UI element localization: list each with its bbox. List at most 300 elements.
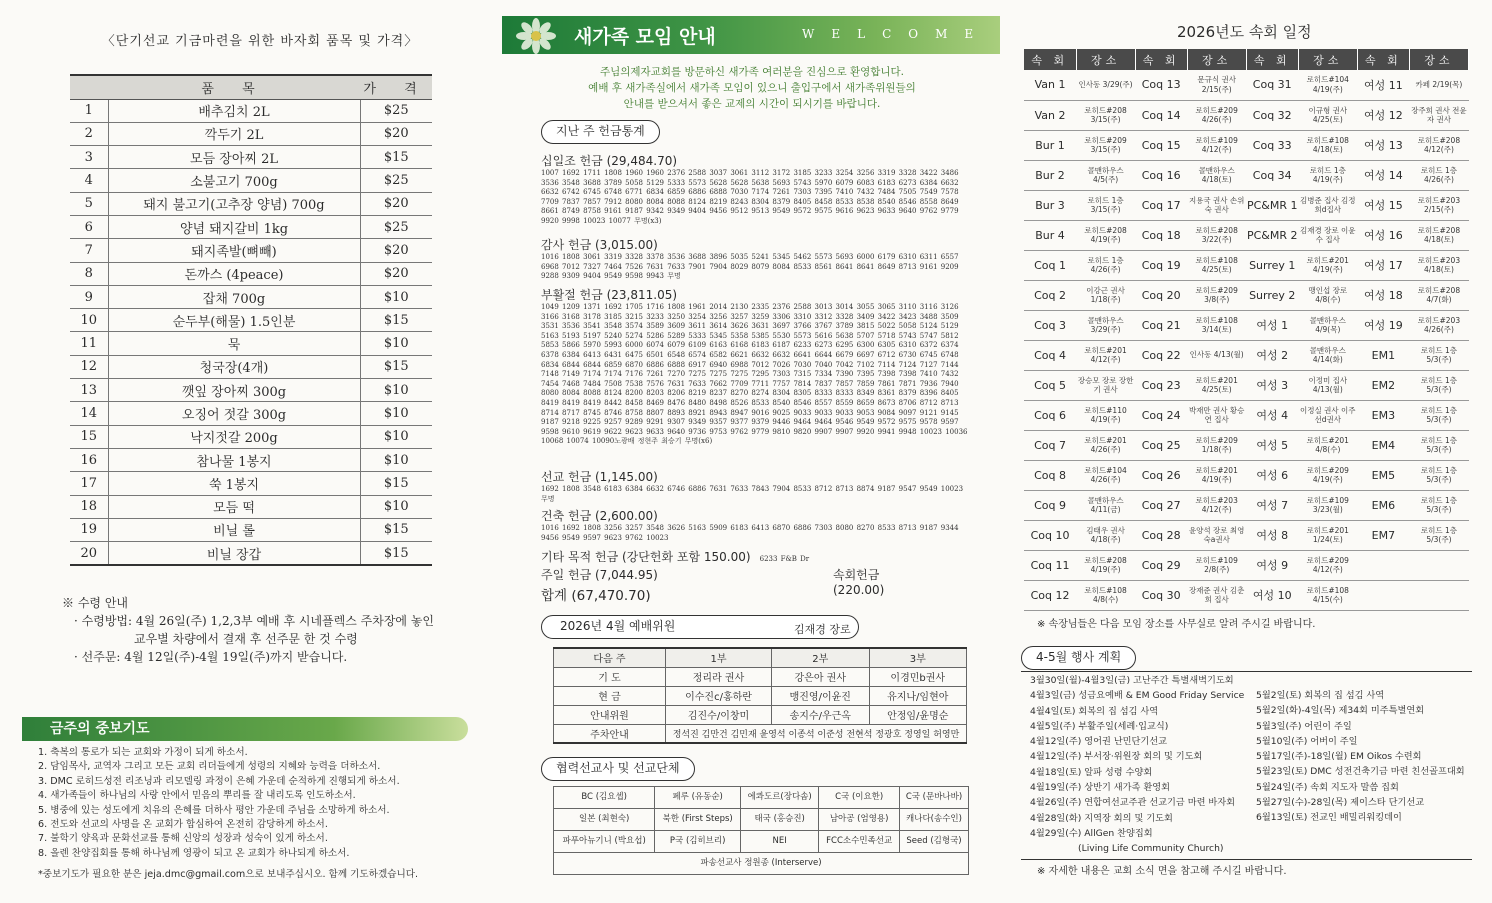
- bazaar-row: [70, 425, 432, 448]
- cell-group-name: Coq 18: [1135, 220, 1187, 250]
- cell-group-name: Coq 6: [1024, 400, 1076, 430]
- worship-rows: [554, 667, 967, 743]
- welcome-banner: [502, 16, 1000, 54]
- cell-group-name: Coq 21: [1135, 310, 1187, 340]
- missionary-row: [554, 809, 969, 831]
- other-block: [541, 546, 971, 565]
- bazaar-row: [70, 122, 432, 145]
- cell-group-name: 여성 9: [1246, 550, 1298, 580]
- pre-order-period: · 선주문: 4월 12일(주)-4월 19일(주)까지 받습니다.: [74, 650, 348, 664]
- cell-venue-date: 이규형 권사 4/25(토): [1298, 100, 1357, 130]
- cell-group-name: Coq 30: [1135, 580, 1187, 610]
- worship-row: [554, 667, 967, 686]
- item-number: 17: [70, 472, 108, 495]
- missionary-cell: 캐나다(송수인): [899, 809, 968, 831]
- bazaar-row: [70, 472, 432, 495]
- schedule-row: [1024, 400, 1469, 430]
- item-number: 15: [70, 425, 108, 448]
- cell-venue-date: 김병준 집사 김정희d집사: [1298, 190, 1357, 220]
- cell-group-name: Coq 31: [1246, 70, 1298, 100]
- cell-venue-date: 장재준 권사 김춘희 집사: [1187, 580, 1246, 610]
- cell-group-name: 여성 6: [1246, 460, 1298, 490]
- cell-venue-date: 로히드#209 4/12(주): [1298, 550, 1357, 580]
- bazaar-row: [70, 332, 432, 355]
- worship-header-cell: 1부: [666, 648, 772, 667]
- worship-header-cell: 2부: [772, 648, 869, 667]
- event-item: 5월24일(주) 속회 지도자 말씀 집회: [1256, 781, 1399, 793]
- cell-group-name: Coq 14: [1135, 100, 1187, 130]
- schedule-header-cell: 속 회: [1135, 49, 1187, 70]
- event-item: 4월3일(금) 성금요예배 & EM Good Friday Service: [1030, 690, 1245, 702]
- thanks-heading: 감사 헌금 (3,015.00): [541, 238, 658, 252]
- prayer-item: 5. 병중에 있는 성도에게 치유의 은혜를 더하사 평안 가운데 주님을 소망하게 하소서.: [38, 804, 390, 816]
- cell-group-name: EM1: [1357, 340, 1409, 370]
- event-item: 4월12일(주) 영어권 난민단기선교: [1030, 736, 1168, 748]
- cell-venue-date: 박재만 권사 황승연 집사: [1187, 400, 1246, 430]
- cell-group-name: Coq 28: [1135, 520, 1187, 550]
- event-item: 5월3일(주) 어린이 주일: [1256, 720, 1352, 732]
- cell-group-name: 여성 2: [1246, 340, 1298, 370]
- cell-venue-date: 윤양석 장로 최영숙a권사: [1187, 520, 1246, 550]
- schedule-row: [1024, 250, 1469, 280]
- item-number: 14: [70, 402, 108, 425]
- item-name: 돼지족발(뼈빼): [108, 239, 360, 262]
- schedule-row: [1024, 460, 1469, 490]
- building-block: [541, 507, 971, 543]
- item-name: 오징어 젓갈 300g: [108, 402, 360, 425]
- cell-venue-date: 로히드#208 4/12(주): [1409, 130, 1468, 160]
- schedule-header-cell: 속 회: [1357, 49, 1409, 70]
- schedule-row: [1024, 190, 1469, 220]
- cell-venue-date: 로히드#208 3/15(주): [1076, 100, 1135, 130]
- cell-venue-date: 로히드#201 1/24(토): [1298, 520, 1357, 550]
- event-item: 4월4일(토) 회복의 집 섬김 사역: [1030, 705, 1159, 717]
- schedule-row: [1024, 520, 1469, 550]
- missionary-cell: 파푸아뉴기니 (박요섭): [554, 831, 655, 853]
- cell-venue-date: 로히드#209 4/26(주): [1187, 100, 1246, 130]
- worship-person: 송지수/우근옥: [772, 705, 869, 724]
- schedule-row: [1024, 310, 1469, 340]
- schedule-header-cell: 장소: [1076, 49, 1135, 70]
- missionary-cell: Seed (김형국): [899, 831, 968, 853]
- item-number: 4: [70, 169, 108, 192]
- easter-numbers: 1049 1209 1371 1692 1705 1716 1808 1961 2014 2130 2335 2376 2588 3013 3014 3055 3065 3110 3116 3126 3166 3168 3178 3185 3215 3233 3250 3254 3256 3257 3259 3306 3310 3312 3328 3409 3422 3423 3488 3509 3531 3536 3541 3548 3574 3589 3609 3611 3614 3626 3631 3697 3766 3767 3789 3815 5022 5058 5124 5129 5163 5193 5197 5240 5274 5286 5289 5333 5345 5358 5385 5530 5573 5616 5638 5707 5718 5743 5747 5812 5853 5866 5970 5993 6000 6074 6079 6109 6163 6168 6183 6187 6233 6273 6295 6300 6305 6310 6372 6374 6378 6384 6413 6431 6475 6501 6548 6574 6582 6621 6632 6632 6641 6644 6679 6697 6712 6730 6745 6748 6834 6844 6844 6859 6870 6886 6888 6917 6940 6988 7012 7026 7030 7040 7042 7102 7114 7124 7127 7144 7148 7149 7174 7174 7176 7261 7270 7275 7275 7275 7295 7303 7315 7334 7390 7395 7398 7398 7410 7432 7454 7468 7484 7508 7538 7576 7631 7633 7662 7709 7711 7757 7814 7837 7857 7859 7861 7871 7936 7940 8080 8084 8088 8124 8200 8203 8206 8219 8237 8270 8274 8304 8305 8333 8333 8349 8361 8379 8396 8405 8419 8419 8419 8442 8458 8469 8476 8480 8498 8526 8533 8540 8546 8557 8559 8659 8673 8706 8712 8713 8714 8717 8745 8746 8758 8807 8893 8921 8943 8947 9016 9025 9033 9033 9033 9053 9084 9097 9121 9145 9187 9218 9225 9257 9289 9291 9307 9349 9357 9377 9379 9446 9464 9464 9546 9549 9572 9575 9578 9597 9598 9610 9619 9622 9623 9633 9640 9736 9753 9762 9779 9810 9820 9907 9907 9920 9941 9948 10023 10036 10068 10074 10090노광배 정현주 최승기 무명(x6): [541, 303, 968, 446]
- bazaar-row: [70, 169, 432, 192]
- prayer-item: 7. 불학기 양육과 문화선교를 통해 신앙의 성장과 성숙이 있게 하소서.: [38, 833, 328, 845]
- item-price: $15: [360, 309, 432, 332]
- item-price: $15: [360, 146, 432, 169]
- bazaar-row: [70, 285, 432, 308]
- item-number: 6: [70, 215, 108, 238]
- item-number: 16: [70, 448, 108, 471]
- event-item: 5월2일(토) 회복의 집 섬김 사역: [1256, 690, 1385, 701]
- cell-group-name: 여성 3: [1246, 370, 1298, 400]
- cell-venue-date: 김재경 장로 이윤수 집사: [1298, 220, 1357, 250]
- event-item: 4월5일(주) 부활주일(세례·입교식): [1030, 720, 1169, 732]
- item-price: $10: [360, 379, 432, 402]
- item-name: 참나물 1봉지: [108, 448, 360, 471]
- pickup-method: · 수령방법: 4월 26일(주) 1,2,3부 예배 후 시네플렉스 주차장에 놓인: [74, 614, 435, 628]
- event-item: 4월26일(주) 연합여선교주관 선교기금 마련 바자회: [1030, 797, 1236, 809]
- cell-venue-date: 이강근 권사 1/18(주): [1076, 280, 1135, 310]
- bazaar-row: [70, 99, 432, 122]
- header-price: 가 격: [360, 75, 432, 99]
- worship-person: 강은아 권사: [772, 667, 869, 686]
- cell-group-name: 여성 12: [1357, 100, 1409, 130]
- cell-group-name: Coq 23: [1135, 370, 1187, 400]
- cell-venue-date: 로히드#201 4/12(주): [1076, 340, 1135, 370]
- cell-venue-date: 로히드#201 4/26(주): [1076, 430, 1135, 460]
- missionary-cell: P국 (김히브리): [655, 831, 741, 853]
- missionary-cell: 남아공 (엄영용): [819, 809, 900, 831]
- bazaar-header-row: [70, 75, 432, 99]
- event-item: 4월19일(주) 상반기 새가족 환영회: [1030, 782, 1170, 794]
- cell-group-name: Bur 2: [1024, 160, 1076, 190]
- worship-committee-table: [553, 647, 967, 744]
- cell-group-name: Coq 34: [1246, 160, 1298, 190]
- item-number: 2: [70, 122, 108, 145]
- cell-venue-date: 로히드#108 4/25(토): [1187, 250, 1246, 280]
- missionary-cell: FCC소수민족선교: [819, 831, 900, 853]
- bazaar-row: [70, 239, 432, 262]
- worship-person: 안정임/윤명순: [869, 705, 967, 724]
- mission-numbers: 1692 1808 3548 6183 6384 6632 6746 6886 7631 7633 7843 7904 8533 8712 8713 8874 9187 9547 9549 10023 무명: [541, 485, 964, 503]
- cell-venue-date: 로히드#203 2/15(주): [1409, 190, 1468, 220]
- schedule-title: 2026년도 속회 일정: [1177, 23, 1312, 41]
- prayer-footer: *중보기도가 필요한 분은 jeja.dmc@gmail.com으로 보내주십시오. 함께 기도하겠습니다.: [38, 869, 419, 880]
- cell-venue-date: 로히드 1층 4/26(주): [1076, 250, 1135, 280]
- cell-venue-date: 인사동 4/13(월): [1187, 340, 1246, 370]
- item-name: 깻잎 장아찌 300g: [108, 379, 360, 402]
- schedule-row: [1024, 430, 1469, 460]
- event-item: 5월23일(토) DMC 성전건축기금 마련 친선골프대회: [1256, 766, 1465, 778]
- worship-header-row: [554, 648, 967, 667]
- cell-venue-date: 콜맨하우스 4/9(목): [1298, 310, 1357, 340]
- cell-venue-date: 로히드#208 4/7(화): [1409, 280, 1468, 310]
- event-item: 5월2일(화)-4일(목) 제34회 미주특별연회: [1256, 705, 1425, 717]
- item-name: 비닐 장갑: [108, 542, 360, 565]
- cell-venue-date: 로히드#209 3/15(주): [1076, 130, 1135, 160]
- schedule-row: [1024, 340, 1469, 370]
- missionary-rows: [554, 787, 969, 875]
- item-number: 7: [70, 239, 108, 262]
- cell-venue-date: 카페 2/19(목): [1409, 70, 1468, 100]
- cell-group-name: 여성 13: [1357, 130, 1409, 160]
- item-number: 3: [70, 146, 108, 169]
- pickup-method-cont: 교우별 차량에서 결재 후 선주문 한 것 수령: [134, 632, 358, 646]
- cell-venue-date: 로히드#104 4/26(주): [1076, 460, 1135, 490]
- cell-venue-date: 로히드 1층 4/26(주): [1409, 160, 1468, 190]
- cell-venue-date: 로히드 1층 5/3(주): [1409, 400, 1468, 430]
- schedule-row: [1024, 70, 1469, 100]
- cell-venue-date: 로히드#203 4/26(주): [1409, 310, 1468, 340]
- event-item: (Living Life Community Church): [1078, 843, 1224, 855]
- cell-group-name: Coq 19: [1135, 250, 1187, 280]
- cell-group-name: 여성 1: [1246, 310, 1298, 340]
- schedule-rows: [1024, 70, 1469, 610]
- cell-group-name: Coq 33: [1246, 130, 1298, 160]
- cell-group-name: EM6: [1357, 490, 1409, 520]
- missionary-cell: NEI: [740, 831, 818, 853]
- item-price: $20: [360, 239, 432, 262]
- worship-role: 기 도: [554, 667, 666, 686]
- cell-venue-date: 콜맨하우스 3/29(주): [1076, 310, 1135, 340]
- welcome-word: WELCOME: [802, 27, 991, 41]
- event-item: 3월30일(월)-4월3일(금) 고난주간 특별새벽기도회: [1030, 675, 1234, 686]
- bazaar-row: [70, 355, 432, 378]
- item-name: 돼지 불고기(고추장 양념) 700g: [108, 192, 360, 215]
- cell-group-name: 여성 7: [1246, 490, 1298, 520]
- bazaar-row: [70, 309, 432, 332]
- events-april: [1030, 673, 1244, 857]
- cell-schedule-table: [1024, 49, 1469, 611]
- cell-venue-date: 로히드#108 4/8(수): [1076, 580, 1135, 610]
- cell-group-name: Coq 9: [1024, 490, 1076, 520]
- parking-label: 주차안내: [554, 724, 666, 743]
- cell-group-name: Coq 12: [1024, 580, 1076, 610]
- item-name: 배추김치 2L: [108, 99, 360, 122]
- welcome-line-3: 안내를 받으셔서 좋은 교제의 시간이 되시기를 바랍니다.: [623, 98, 881, 110]
- cell-venue-date: 콜맨하우스 4/14(화): [1298, 340, 1357, 370]
- item-price: $10: [360, 402, 432, 425]
- cell-group-name: Coq 2: [1024, 280, 1076, 310]
- cell-group-name: Bur 3: [1024, 190, 1076, 220]
- cell-venue-date: 맹인섭 장로 4/8(수): [1298, 280, 1357, 310]
- item-price: $25: [360, 169, 432, 192]
- cell-group-name: Coq 11: [1024, 550, 1076, 580]
- cell-group-name: Coq 8: [1024, 460, 1076, 490]
- parking-row: [554, 724, 967, 743]
- cell-venue-date: 로히드#104 4/19(주): [1298, 70, 1357, 100]
- bazaar-row: [70, 518, 432, 541]
- bazaar-title: 〈단기선교 기금마련을 위한 바자회 품목 및 가격〉: [101, 34, 419, 49]
- item-number: 13: [70, 379, 108, 402]
- cell-group-name: Surrey 2: [1246, 280, 1298, 310]
- offering-total: 합계 (67,470.70): [541, 588, 651, 604]
- cell-group-name: Van 2: [1024, 100, 1076, 130]
- cell-group-name: Coq 32: [1246, 100, 1298, 130]
- cell-venue-date: 로히드#208 4/19(주): [1076, 550, 1135, 580]
- item-name: 묵: [108, 332, 360, 355]
- welcome-line-1: 주님의제자교회를 방문하신 새가족 여러분을 진심으로 환영합니다.: [599, 66, 905, 78]
- event-item: 5월17일(주)-18일(월) EM Oikos 수련회: [1256, 751, 1422, 763]
- prayer-item: 6. 전도와 선교의 사명을 온 교회가 합심하여 온전히 감당하게 하소서.: [38, 819, 328, 831]
- cell-venue-date: 로히드#209 3/8(주): [1187, 280, 1246, 310]
- schedule-row: [1024, 160, 1469, 190]
- prayer-list: [38, 746, 400, 861]
- item-number: 5: [70, 192, 108, 215]
- item-name: 낙지젓갈 200g: [108, 425, 360, 448]
- cell-venue-date: [1409, 580, 1468, 610]
- event-item: 6월13일(토) 전교인 배밀리워킹데이: [1256, 812, 1402, 824]
- cell-group-name: EM4: [1357, 430, 1409, 460]
- pickup-info: [62, 594, 434, 666]
- cell-venue-date: 로히드 1층 4/19(주): [1298, 160, 1357, 190]
- cell-venue-date: 콜맨하우스 4/5(주): [1076, 160, 1135, 190]
- item-name: 순두부(해물) 1.5인분: [108, 309, 360, 332]
- cell-group-name: Bur 4: [1024, 220, 1076, 250]
- item-number: 1: [70, 99, 108, 122]
- bazaar-row: [70, 262, 432, 285]
- cell-group-name: [1357, 580, 1409, 610]
- item-name: 깍두기 2L: [108, 122, 360, 145]
- cell-group-name: 여성 14: [1357, 160, 1409, 190]
- item-name: 소불고기 700g: [108, 169, 360, 192]
- tithe-block: [541, 152, 971, 227]
- schedule-header-cell: 장소: [1409, 49, 1468, 70]
- cell-group-name: Coq 1: [1024, 250, 1076, 280]
- cell-group-name: Bur 1: [1024, 130, 1076, 160]
- events-rule-bottom: [1021, 859, 1472, 860]
- cell-group-name: Coq 29: [1135, 550, 1187, 580]
- event-item: 5월27일(수)-28일(목) 제이스타 단기선교: [1256, 797, 1425, 809]
- bazaar-row: [70, 448, 432, 471]
- cell-venue-date: 로히드 1층 3/15(주): [1076, 190, 1135, 220]
- cell-venue-date: 콜맨하우스 4/11(금): [1076, 490, 1135, 520]
- worship-person: 이수진c/홍하란: [666, 686, 772, 705]
- worship-row: [554, 686, 967, 705]
- worship-committee-pill: 2026년 4월 예배위원: [541, 615, 859, 639]
- cell-group-name: Coq 27: [1135, 490, 1187, 520]
- item-name: 청국장(4개): [108, 355, 360, 378]
- missionary-cell: 북한 (First Steps): [655, 809, 741, 831]
- bazaar-row: [70, 495, 432, 518]
- cell-venue-date: 로히드#203 4/18(토): [1409, 250, 1468, 280]
- worship-person: 맹진영/이윤진: [772, 686, 869, 705]
- cell-venue-date: 인사동 3/29(주): [1076, 70, 1135, 100]
- header-number: [70, 75, 108, 99]
- item-name: 돈까스 (4peace): [108, 262, 360, 285]
- item-price: $15: [360, 518, 432, 541]
- cell-venue-date: 로히드 1층 5/3(주): [1409, 430, 1468, 460]
- bazaar-row: [70, 192, 432, 215]
- item-price: $15: [360, 472, 432, 495]
- item-number: 11: [70, 332, 108, 355]
- cell-venue-date: 로히드#201 4/8(수): [1298, 430, 1357, 460]
- item-price: $20: [360, 262, 432, 285]
- schedule-header-cell: 속 회: [1246, 49, 1298, 70]
- event-item: 4월28일(화) 지역장 회의 및 기도회: [1030, 812, 1173, 824]
- schedule-header-cell: 장소: [1187, 49, 1246, 70]
- item-number: 10: [70, 309, 108, 332]
- cell-group-name: Coq 15: [1135, 130, 1187, 160]
- thanks-numbers: 1016 1808 3061 3319 3328 3378 3536 3688 3896 5035 5241 5345 5462 5573 5693 6000 6179 6310 6311 6557 6968 7012 7327 7464 7526 7631 7633 7901 7904 8029 8079 8084 8533 8561 8641 8641 8649 8713 9161 9209 9288 9309 9404 9549 9598 9943 무명: [541, 253, 959, 281]
- cell-group-name: EM7: [1357, 520, 1409, 550]
- item-price: $20: [360, 192, 432, 215]
- schedule-header-row: [1024, 49, 1469, 70]
- building-heading: 건축 헌금 (2,600.00): [541, 509, 658, 523]
- events-rule-top: [1021, 671, 1472, 672]
- cell-venue-date: 로히드#109 4/12(주): [1187, 130, 1246, 160]
- worship-person: 정리라 권사: [666, 667, 772, 686]
- cell-group-name: PC&MR 1: [1246, 190, 1298, 220]
- bazaar-row: [70, 146, 432, 169]
- missionary-cell: BC (김요셉): [554, 787, 655, 809]
- prayer-item: 4. 새가족들이 하나님의 사랑 안에서 믿음의 뿌리를 잘 내리도록 인도하소서.: [38, 790, 356, 802]
- cell-group-name: Coq 3: [1024, 310, 1076, 340]
- item-number: 12: [70, 355, 108, 378]
- item-number: 18: [70, 495, 108, 518]
- other-heading: 기타 목적 헌금 (강단헌화 포함 150.00): [541, 550, 751, 564]
- schedule-row: [1024, 370, 1469, 400]
- cell-venue-date: 로히드#108 4/15(수): [1298, 580, 1357, 610]
- cell-group-name: Coq 24: [1135, 400, 1187, 430]
- cell-venue-date: 로히드#201 4/19(주): [1187, 460, 1246, 490]
- cell-group-name: Coq 5: [1024, 370, 1076, 400]
- missionary-row: [554, 787, 969, 809]
- cell-venue-date: 로히드#108 4/18(토): [1298, 130, 1357, 160]
- parking-team: 정석진 김만건 김민재 윤영석 이종석 이준성 전현석 정광호 정영일 허영만: [666, 724, 967, 743]
- schedule-row: [1024, 130, 1469, 160]
- cell-venue-date: 로히드#109 2/8(주): [1187, 550, 1246, 580]
- prayer-item: 1. 축복의 통로가 되는 교회와 가정이 되게 하소서.: [38, 747, 248, 758]
- schedule-note: ※ 속장님들은 다음 모임 장소를 사무실로 알려 주시길 바랍니다.: [1037, 619, 1316, 630]
- schedule-row: [1024, 220, 1469, 250]
- bazaar-row: [70, 379, 432, 402]
- sunday-offering: 주일 헌금 (7,044.95): [541, 568, 658, 582]
- cell-group-name: 여성 16: [1357, 220, 1409, 250]
- schedule-header-cell: 속 회: [1024, 49, 1076, 70]
- item-price: $25: [360, 215, 432, 238]
- worship-elder: 김재경 장로: [794, 623, 851, 636]
- cell-group-name: Coq 10: [1024, 520, 1076, 550]
- cell-group-name: 여성 11: [1357, 70, 1409, 100]
- cell-venue-date: 문규식 권사 2/15(주): [1187, 70, 1246, 100]
- item-number: 9: [70, 285, 108, 308]
- item-price: $10: [360, 332, 432, 355]
- schedule-row: [1024, 550, 1469, 580]
- bazaar-panel: [0, 0, 497, 903]
- prayer-section-title: 금주의 중보기도: [22, 717, 468, 741]
- schedule-row: [1024, 580, 1469, 610]
- missionary-cell: C국 (이요한): [819, 787, 900, 809]
- cell-venue-date: 이정미 집사 4/13(월): [1298, 370, 1357, 400]
- welcome-message: [517, 64, 987, 112]
- events-may: [1256, 688, 1465, 826]
- welcome-title: 새가족 모임 안내: [574, 26, 716, 48]
- cell-venue-date: 로히드#201 4/25(토): [1187, 370, 1246, 400]
- events-pill: 4-5월 행사 계획: [1021, 646, 1136, 670]
- item-number: 19: [70, 518, 108, 541]
- cell-venue-date: 로히드#203 4/12(주): [1187, 490, 1246, 520]
- cell-group-name: EM5: [1357, 460, 1409, 490]
- cell-schedule-panel: [1002, 0, 1492, 903]
- schedule-row: [1024, 100, 1469, 130]
- cell-venue-date: 로히드 1층 5/3(주): [1409, 520, 1468, 550]
- cell-group-name: Van 1: [1024, 70, 1076, 100]
- missionary-cell: 에콰도르(장다솜): [740, 787, 818, 809]
- bazaar-rows: [70, 99, 432, 565]
- cell-group-name: 여성 18: [1357, 280, 1409, 310]
- cell-venue-date: 콜맨하우스 4/18(토): [1187, 160, 1246, 190]
- cell-group-name: Coq 20: [1135, 280, 1187, 310]
- cell-venue-date: 로히드#208 3/22(주): [1187, 220, 1246, 250]
- cell-venue-date: 로히드#110 4/19(주): [1076, 400, 1135, 430]
- cell-group-name: Coq 17: [1135, 190, 1187, 220]
- event-item: 4월12일(주) 부서장·위원장 회의 및 기도회: [1030, 751, 1203, 763]
- cell-venue-date: 장주희 권사 전윤자 권사: [1409, 100, 1468, 130]
- missionary-footer-row: [554, 853, 969, 875]
- events-footer: ※ 자세한 내용은 교회 소식 면을 참고해 주시길 바랍니다.: [1037, 866, 1287, 877]
- schedule-header-cell: 장소: [1298, 49, 1357, 70]
- easter-heading: 부활절 헌금 (23,811.05): [541, 288, 678, 302]
- worship-role: 현 금: [554, 686, 666, 705]
- item-number: 20: [70, 542, 108, 565]
- thanks-block: [541, 236, 971, 282]
- schedule-row: [1024, 280, 1469, 310]
- cell-group-name: 여성 8: [1246, 520, 1298, 550]
- item-name: 비닐 롤: [108, 518, 360, 541]
